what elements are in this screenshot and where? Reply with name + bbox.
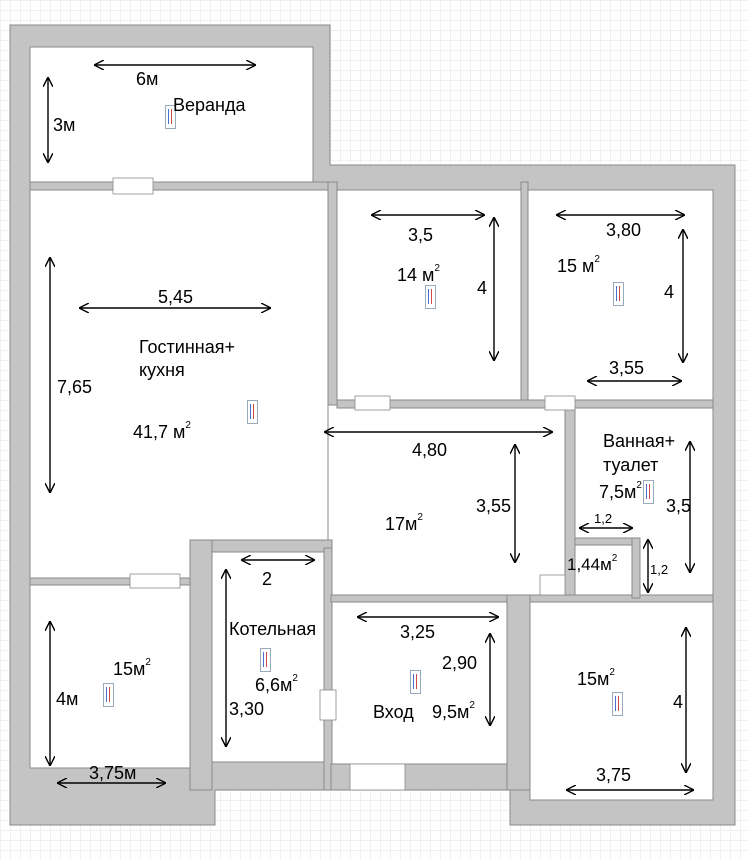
dim-room-b-depth: 4 [664, 282, 675, 302]
dim-hall-depth: 3,55 [476, 496, 512, 516]
closet-area: $1,44м^2$ [567, 553, 618, 574]
dim-room-b-bottom: 3,55 [609, 358, 645, 378]
dim-living-depth: 7,65 [57, 377, 93, 397]
dim-boiler-width: 2 [262, 569, 273, 589]
dim-closet-width: 1,2 [594, 511, 613, 526]
bedroom-right-area: $15м^2$ [577, 667, 615, 689]
dim-room-b-width: 3,80 [606, 220, 642, 240]
dim-bedroom-right-depth: 4 [673, 692, 684, 712]
room-marker-icon [612, 692, 623, 716]
dim-closet-depth: 1,2 [650, 562, 669, 577]
dim-room-a-depth: 4 [477, 278, 488, 298]
bedroom-left-room [30, 585, 192, 768]
dim-bedroom-right-width: 3,75 [596, 765, 632, 785]
dim-bedroom-left-depth: 4м [56, 689, 79, 709]
hall-area: $17м^2$ [385, 512, 423, 534]
room-marker-icon [410, 670, 421, 694]
dim-veranda-depth: 3м [53, 115, 76, 135]
room-marker-icon [425, 285, 436, 309]
room-a-area: 14 $м^2$ [397, 263, 440, 285]
bedroom-left-area: $15м^2$ [113, 657, 151, 679]
dim-bath-depth: 3,5 [666, 496, 692, 516]
dim-boiler-depth: 3,30 [229, 699, 265, 719]
dim-entrance-depth: 2,90 [442, 653, 478, 673]
living-name-line1: Гостинная+ [139, 337, 236, 357]
room-marker-icon [103, 683, 114, 707]
room-marker-icon [643, 480, 654, 504]
room-marker-icon [260, 648, 271, 672]
dim-entrance-width: 3,25 [400, 622, 436, 642]
boiler-name: Котельная [229, 619, 317, 639]
bath-name-line2: туалет [603, 455, 659, 475]
dim-veranda-width: 6м [136, 69, 159, 89]
bath-area: $7,5м^2$ [599, 480, 642, 502]
dim-bedroom-left-width: 3,75м [89, 763, 137, 783]
dim-hall-width: 4,80 [412, 440, 448, 460]
bath-name-line1: Ванная+ [603, 431, 676, 451]
veranda-name: Веранда [173, 95, 246, 115]
room-b-area: 15 $м^2$ [557, 254, 600, 276]
living-name-line2: кухня [139, 360, 185, 380]
entrance-name: Вход [373, 702, 414, 722]
dim-room-a-width: 3,5 [408, 225, 434, 245]
boiler-area: $6,6м^2$ [255, 673, 298, 695]
entrance-area: $9,5м^2$ [432, 700, 475, 722]
dim-living-width: 5,45 [158, 287, 194, 307]
living-area: 41,7 $м^2$ [133, 420, 191, 442]
room-marker-icon [613, 282, 624, 306]
room-marker-icon [247, 400, 258, 424]
